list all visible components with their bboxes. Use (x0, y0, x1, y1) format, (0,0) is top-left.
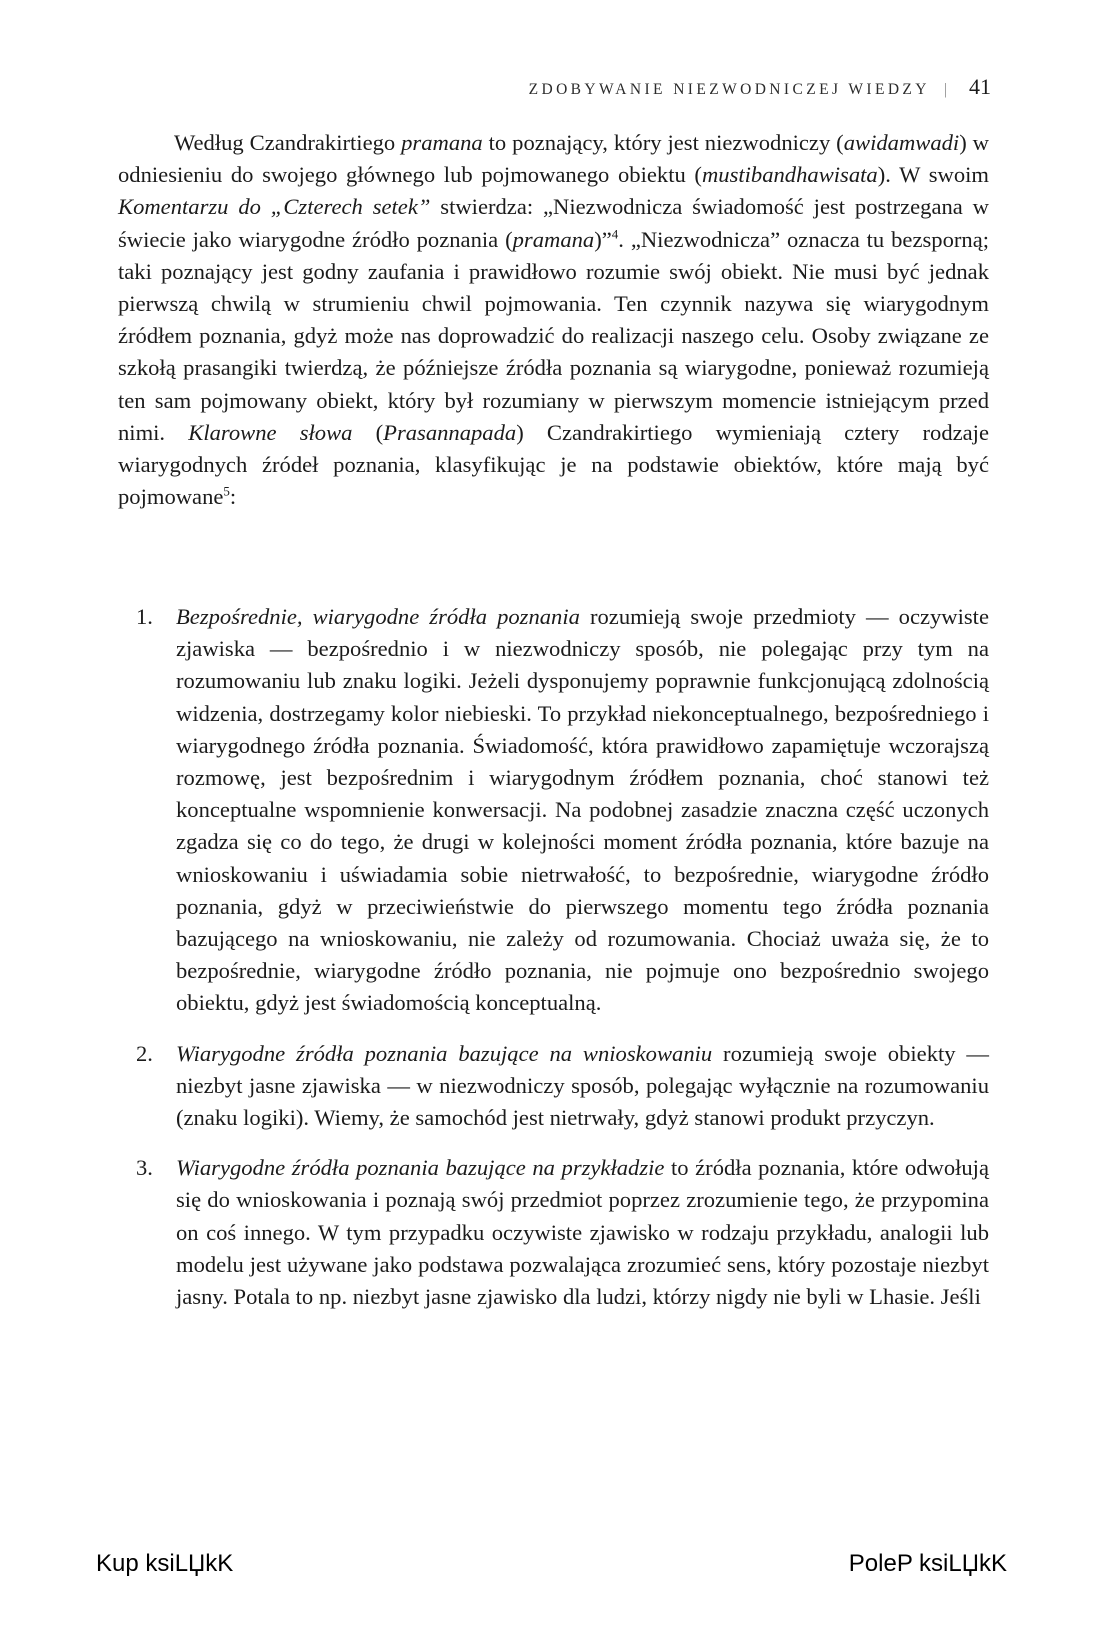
intro-run: : (229, 484, 237, 510)
intro-paragraph (118, 127, 989, 513)
list-number: 1. (136, 604, 153, 629)
intro-run: ) Czandrakirtiego wymieniają cztery rodzaje wiarygodnych źródeł poznania, klasyfikując je na podstawie obiektów, które mają być pojmowane (118, 419, 989, 510)
buy-book-link[interactable]: Kup ksiLЏkK (96, 1550, 234, 1577)
intro-run: ). W swoim (877, 162, 989, 188)
list-item-text (176, 1038, 989, 1135)
list-item-body: rozumieją swoje przedmioty — oczywiste zjawiska — bezpośrednio i w niezwodniczy sposób, nie polegając przy tym na rozumowaniu lub znaku logiki. Jeżeli dysponujemy poprawnie funkcjonującą zdolnością widzenia, dostrzegamy kolor niebieski. To przykład niekonceptualnego, bezpośredniego i wiarygodnego źródła poznania. Świadomość, która prawidłowo zapamiętuje wczorajszą rozmowę, jest bezpośrednim i wiarygodnym źródłem poznania, choć stanowi też konceptualne wspomnienie konwersacji. Na podobnej zasadzie znaczna część uczonych zgadza się co do tego, że drugi w kolejności moment źródła poznania, które bazuje na wnioskowaniu i uświadamia sobie nietrwałość, to bezpośrednie, wiarygodne źródło poznania, gdyż w przeciwieństwie do pierwszego momentu tego źródła poznania bazującego na wnioskowaniu, nie zależy od rozumowania. Chociaż uważa się, że to bezpośrednie, wiarygodne źródło poznania, nie pojmuje ono bezpośrednio swojego obiektu, gdyż jest świadomością konceptualną. (176, 604, 989, 1016)
list-item-lead: Bezpośrednie, wiarygodne źródła poznania (176, 604, 580, 629)
list-number: 3. (136, 1155, 153, 1181)
term-italic: mustibandhawisata (701, 162, 878, 188)
list-item-lead: Wiarygodne źródła poznania bazujące na wnioskowaniu (176, 1040, 713, 1066)
intro-run: )” (594, 226, 612, 252)
term-italic: pramana (512, 226, 595, 252)
running-title: ZDOBYWANIE NIEZWODNICZEJ WIEDZY (528, 81, 930, 98)
intro-text (118, 127, 989, 513)
header-separator: | (943, 81, 947, 98)
list-item-text (176, 1152, 989, 1313)
intro-run: to poznający, który jest niezwodniczy ( (482, 130, 844, 155)
intro-run: . „Niezwodnicza” oznacza tu bezsporną; taki poznający jest godny zaufania i prawidłowo rozumie swój obiekt. Nie musi być jednak pierwszą chwilą w strumieniu chwil pojmowania. Ten czynnik nazywa się wiarygodnym źródłem poznania, gdyż może nas doprowadzić do realizacji naszego celu. Osoby związane ze szkołą prasangiki twierdzą, że późniejsze źródła poznania są wiarygodne, ponieważ rozumieją ten sam pojmowany obiekt, który był rozumiany w pierwszym momencie istniejącym przed nimi. (118, 226, 989, 445)
list-item-text (176, 601, 989, 1020)
term-italic: pramana (401, 130, 483, 155)
intro-run: Według Czandrakirtiego (174, 130, 402, 155)
list-item-body: rozumieją swoje obiekty — niezbyt jasne zjawiska — w niezwodniczy sposób, polegając wyłącznie na rozumowaniu (znaku logiki). Wiemy, że samochód jest nietrwały, gdyż stanowi produkt przyczyn. (176, 1040, 989, 1131)
list-item-lead: Wiarygodne źródła poznania bazujące na przykładzie (176, 1155, 665, 1181)
recommend-book-link[interactable]: PoleP ksiLЏkK (848, 1550, 1007, 1577)
term-italic: Prasannapada (383, 419, 517, 445)
running-head (529, 74, 991, 100)
page-number: 41 (969, 74, 991, 99)
intro-run: ) w odniesieniu do swojego głównego lub pojmowanego obiektu ( (118, 130, 989, 188)
title-italic: Klarowne słowa (188, 419, 353, 445)
title-italic: Komentarzu do „Czterech setek” (118, 194, 431, 220)
list-item (118, 1152, 989, 1313)
intro-run: ( (352, 419, 384, 445)
footnote-ref-4[interactable]: 4 (611, 226, 619, 242)
list-number: 2. (136, 1040, 153, 1066)
term-italic: awidamwadi (843, 130, 960, 155)
intro-run: stwierdza: „Niezwodnicza świadomość jest postrzegana w świecie jako wiarygodne źródło poznania ( (118, 194, 989, 252)
list-item-body: to źródła poznania, które odwołują się do wnioskowania i poznają swój przedmiot poprzez zrozumienie tego, że przypomina on coś innego. W tym przypadku oczywiste zjawisko w rodzaju przykładu, analogii lub modelu jest używane jako podstawa pozwalająca zrozumieć sens, który pozostaje niezbyt jasny. Potala to np. niezbyt jasne zjawisko dla ludzi, którzy nigdy nie byli w Lhasie. Jeśli (176, 1155, 989, 1310)
list-item (118, 601, 989, 1020)
numbered-list (118, 601, 989, 1331)
footnote-ref-5[interactable]: 5 (223, 483, 230, 499)
list-item (118, 1038, 989, 1135)
